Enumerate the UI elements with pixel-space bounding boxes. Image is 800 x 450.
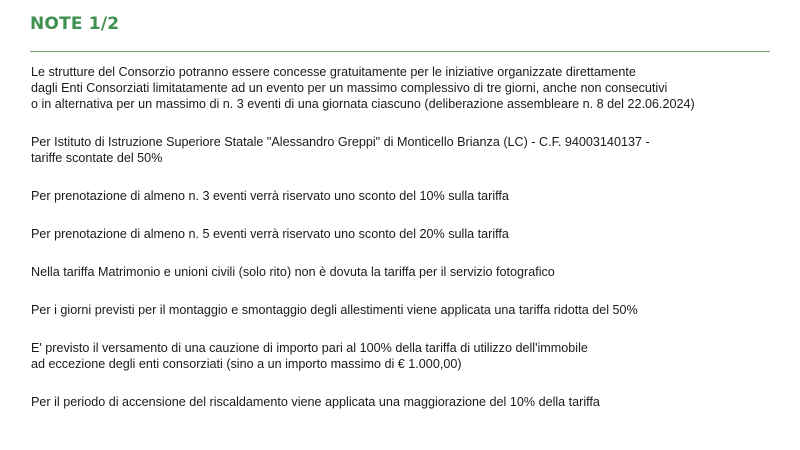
notes-list (31, 64, 771, 410)
title-divider (30, 51, 770, 52)
note-discount-3-events: Per prenotazione di almeno n. 3 eventi verrà riservato uno sconto del 10% sulla tariffa (31, 189, 509, 203)
note-security-deposit: E' previsto il versamento di una cauzione di importo pari al 100% della tariffa di utilizzo dell'immobile ad eccezione degli enti consorziati (sino a un importo massimo di € 1.000,00) (31, 341, 588, 371)
note-discount-5-events: Per prenotazione di almeno n. 5 eventi verrà riservato uno sconto del 20% sulla tariffa (31, 227, 509, 241)
note-greppi-discount: Per Istituto di Istruzione Superiore Statale "Alessandro Greppi" di Monticello Brianza (LC) - C.F. 94003140137 - tariffe scontate del 50% (31, 135, 650, 165)
note-free-concession: Le strutture del Consorzio potranno essere concesse gratuitamente per le iniziative organizzate direttamente dagli Enti Consorziati limitatamente ad un evento per un massimo complessivo di tre giorni, anche non consecutivi o in alternativa per un massimo di n. 3 eventi di una giornata ciascuno (deliberazione assembleare n. 8 del 22.06.2024) (31, 65, 695, 111)
note-heating-surcharge: Per il periodo di accensione del riscaldamento viene applicata una maggiorazione del 10% della tariffa (31, 395, 600, 409)
note-wedding-photo: Nella tariffa Matrimonio e unioni civili (solo rito) non è dovuta la tariffa per il servizio fotografico (31, 265, 555, 279)
page-title: NOTE 1/2 (30, 14, 120, 34)
note-setup-reduced-rate: Per i giorni previsti per il montaggio e smontaggio degli allestimenti viene applicata una tariffa ridotta del 50% (31, 303, 638, 317)
